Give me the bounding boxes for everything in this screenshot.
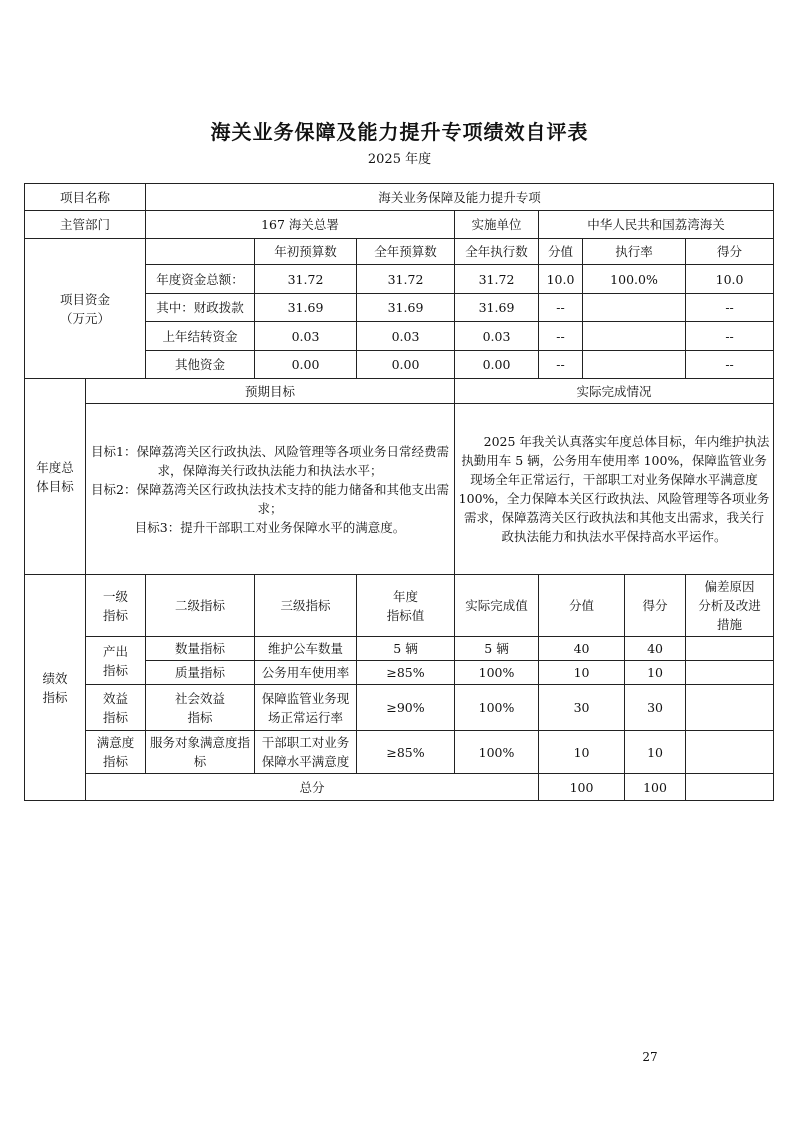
funds-header-blank	[146, 239, 255, 265]
funds-row-score-value: --	[539, 351, 583, 379]
unit-label: 实施单位	[455, 211, 539, 239]
indicator-target: ≥85%	[357, 731, 455, 774]
funds-row-executed: 0.00	[455, 351, 539, 379]
funds-row-initial: 0.03	[255, 322, 357, 351]
indicator-level2: 数量指标	[146, 637, 255, 661]
indicator-row	[25, 637, 774, 661]
indicator-level1	[86, 731, 146, 774]
indicator-actual: 100%	[455, 661, 539, 685]
funds-row-full: 31.69	[357, 294, 455, 322]
department-label: 主管部门	[25, 211, 146, 239]
funds-row-rate	[583, 351, 686, 379]
indicator-actual: 100%	[455, 685, 539, 731]
indicator-deviation	[686, 731, 774, 774]
performance-label	[25, 575, 86, 801]
total-score: 100	[625, 774, 686, 801]
indicator-target: 5 辆	[357, 637, 455, 661]
expected-goal-header: 预期目标	[86, 379, 455, 404]
indicator-score-value: 30	[539, 685, 625, 731]
funds-row-score: --	[686, 294, 774, 322]
indicator-level2-text: 社会效益 指标	[175, 690, 226, 725]
header-actual: 实际完成值	[455, 575, 539, 637]
funds-row-rate: 100.0%	[583, 265, 686, 294]
unit-value: 中华人民共和国荔湾海关	[539, 211, 774, 239]
funds-row-label: 年度资金总额：	[146, 265, 255, 294]
header-target	[357, 575, 455, 637]
funds-row-score-value: 10.0	[539, 265, 583, 294]
header-score-value: 分值	[539, 575, 625, 637]
project-name-label: 项目名称	[25, 184, 146, 211]
indicator-row	[25, 731, 774, 774]
funds-header-full: 全年预算数	[357, 239, 455, 265]
header-deviation	[686, 575, 774, 637]
total-label: 总分	[86, 774, 539, 801]
funds-row-executed: 31.69	[455, 294, 539, 322]
funds-header-score: 得分	[686, 239, 774, 265]
funds-row-label: 上年结转资金	[146, 322, 255, 351]
funds-row-score-value: --	[539, 322, 583, 351]
header-level3: 三级指标	[255, 575, 357, 637]
funds-row-score: --	[686, 322, 774, 351]
indicator-level1-text: 效益 指标	[103, 690, 129, 725]
indicator-score-value: 10	[539, 731, 625, 774]
funds-row-initial: 0.00	[255, 351, 357, 379]
project-name-value: 海关业务保障及能力提升专项	[146, 184, 774, 211]
indicator-actual: 100%	[455, 731, 539, 774]
indicator-level3: 公务用车使用率	[255, 661, 357, 685]
indicator-level3: 保障监管业务现场正常运行率	[255, 685, 357, 731]
actual-completion-header: 实际完成情况	[455, 379, 774, 404]
funds-row-executed: 0.03	[455, 322, 539, 351]
goals-content-row	[25, 404, 774, 575]
header-deviation-text: 偏差原因 分析及改进 措施	[698, 579, 761, 632]
funds-row-executed: 31.72	[455, 265, 539, 294]
year-subtitle: 2025 年度	[367, 152, 432, 167]
funds-row-score-value: --	[539, 294, 583, 322]
funds-header-row	[25, 239, 774, 265]
header-score: 得分	[625, 575, 686, 637]
total-row	[25, 774, 774, 801]
indicator-level2: 服务对象满意度指标	[146, 731, 255, 774]
goals-label-text: 年度总 体目标	[36, 459, 74, 494]
indicator-level1-text: 产出 指标	[103, 643, 129, 678]
funds-row-full: 0.03	[357, 322, 455, 351]
header-target-text: 年度 指标值	[386, 588, 425, 623]
indicator-score: 10	[625, 661, 686, 685]
funds-row-label: 其中：财政拨款	[146, 294, 255, 322]
indicator-target: ≥90%	[357, 685, 455, 731]
indicator-score-value: 10	[539, 661, 625, 685]
indicator-deviation	[686, 661, 774, 685]
indicator-score-value: 40	[539, 637, 625, 661]
indicator-level3: 干部职工对业务保障水平满意度	[255, 731, 357, 774]
funds-row-score: --	[686, 351, 774, 379]
indicator-level1	[86, 637, 146, 685]
header-level2: 二级指标	[146, 575, 255, 637]
funds-row-full: 31.72	[357, 265, 455, 294]
actual-completion	[455, 404, 774, 575]
funds-label	[25, 239, 146, 379]
funds-row-full: 0.00	[357, 351, 455, 379]
goals-header-row	[25, 379, 774, 404]
indicator-deviation	[686, 637, 774, 661]
department-value: 167 海关总署	[146, 211, 455, 239]
indicator-score: 40	[625, 637, 686, 661]
funds-header-executed: 全年执行数	[455, 239, 539, 265]
goal-item: 目标2：保障荔湾关区行政执法技术支持的能力储备和其他支出需求；	[91, 481, 449, 516]
indicator-level1-text: 满意度 指标	[96, 735, 135, 769]
department-row	[25, 211, 774, 239]
funds-header-rate: 执行率	[583, 239, 686, 265]
actual-completion-text: 2025 年我关认真落实年度总体目标，年内维护执法执勤用车 5 辆，公务用车使用率 100%，保障监管业务现场全年正常运行，干部职工对业务保障水平满意度 100%，全力保障本关区行政执法、风险管理等各项业务需求，保障荔湾关区行政执法和其他支出需求，我关行政执法能力和执法水平保持高水平运作。	[458, 434, 770, 544]
indicator-score: 30	[625, 685, 686, 731]
funds-row-label: 其他资金	[146, 351, 255, 379]
indicator-target: ≥85%	[357, 661, 455, 685]
funds-row-rate	[583, 294, 686, 322]
indicator-score: 10	[625, 731, 686, 774]
funds-row-score: 10.0	[686, 265, 774, 294]
performance-table	[24, 183, 774, 801]
performance-label-text: 绩效 指标	[42, 670, 68, 705]
header-level1	[86, 575, 146, 637]
goals-label	[25, 379, 86, 575]
funds-header-score-value: 分值	[539, 239, 583, 265]
goal-item: 目标1：保障荔湾关区行政执法、风险管理等各项业务日常经费需求，保障海关行政执法能力和执法水平；	[91, 443, 449, 478]
funds-label-text: 项目资金 （万元）	[60, 291, 111, 326]
expected-goals	[86, 404, 455, 575]
indicator-level2	[146, 685, 255, 731]
indicator-level1	[86, 685, 146, 731]
funds-row-initial: 31.72	[255, 265, 357, 294]
total-score-value: 100	[539, 774, 625, 801]
indicator-actual: 5 辆	[455, 637, 539, 661]
indicator-row	[25, 685, 774, 731]
indicator-deviation	[686, 685, 774, 731]
goal-item: 目标3：提升干部职工对业务保障水平的满意度。	[134, 519, 406, 535]
project-name-row	[25, 184, 774, 211]
funds-row-initial: 31.69	[255, 294, 357, 322]
indicator-header-row	[25, 575, 774, 637]
funds-header-initial: 年初预算数	[255, 239, 357, 265]
header-level1-text: 一级 指标	[103, 588, 129, 623]
indicator-level2: 质量指标	[146, 661, 255, 685]
page-number: 27	[642, 1050, 658, 1064]
total-deviation	[686, 774, 774, 801]
indicator-level3: 维护公车数量	[255, 637, 357, 661]
funds-row-rate	[583, 322, 686, 351]
page-title: 海关业务保障及能力提升专项绩效自评表	[210, 120, 589, 144]
